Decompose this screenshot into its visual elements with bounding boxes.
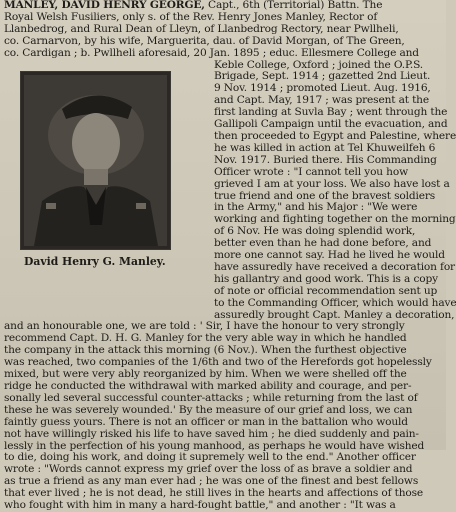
text-line: recommend Capt. D. H. G. Manley for the very able way in which he handled: [4, 332, 407, 345]
photo-caption: David Henry G. Manley.: [24, 255, 166, 268]
text-line: Keble College, Oxford ; joined the O.P.S.: [214, 58, 424, 71]
text-line: first landing at Suvla Bay ; went through the: [214, 106, 448, 119]
text-line: mixed, but were very ably reorganized by him. When we were shelled off the: [4, 368, 407, 381]
text-line: the company in the attack this morning (6 Nov.). When the furthest objective: [4, 344, 407, 357]
text-line: to the Commanding Officer, which would have: [214, 296, 456, 309]
text-line: as true a friend as any man ever had ; he was one of the finest and best fellows: [4, 475, 419, 488]
text-line: Brigade, Sept. 1914 ; gazetted 2nd Lieut.: [214, 70, 431, 83]
text-line: was reached, two companies of the 1/6th and two of the Herefords got hopelessly: [4, 356, 432, 369]
text-line: assuredly brought Capt. Manley a decoration,: [214, 308, 455, 321]
text-line: Nov. 1917. Buried there. His Commanding: [214, 153, 437, 166]
text-line: more one cannot say. Had he lived he would: [214, 249, 445, 262]
text-line: of note or official recommendation sent up: [214, 284, 438, 297]
text-line: Gallipoli Campaign until the evacuation, and: [214, 118, 448, 131]
text-line: not have willingly risked his life to have saved him ; he died suddenly and pain-: [4, 427, 419, 440]
text-line: grieved I am at your loss. We also have lost a: [214, 177, 450, 190]
text-line: he was killed in action at Tel Khuweilfeh 6: [214, 141, 436, 154]
text-line: working and fighting together on the morning: [214, 213, 456, 226]
text-line: in the Army," and his Major : "We were: [214, 201, 418, 214]
text-line: Royal Welsh Fusiliers, only s. of the Rev. Henry Jones Manley, Rector of: [4, 10, 378, 23]
text-line: who fought with him in many a hard-fought battle," and another : "It was a: [4, 499, 396, 512]
text-line: have assuredly have received a decoration for: [214, 260, 455, 273]
text-line: Officer wrote : "I cannot tell you how: [214, 165, 409, 178]
text-line: true friend and one of the bravest soldiers: [214, 189, 436, 202]
text-line: and Capt. May, 1917 ; was present at the: [214, 94, 429, 107]
text-line: co. Carnarvon, by his wife, Marguerita, dau. of David Morgan, of The Green,: [4, 34, 405, 47]
text-line: co. Cardigan ; b. Pwllheli aforesaid, 20 Jan. 1895 ; educ. Ellesmere College and: [4, 46, 419, 59]
entry-heading: MANLEY, DAVID HENRY GEORGE,: [4, 0, 205, 11]
text-line: wrote : "Words cannot express my grief over the loss of as brave a soldier and: [4, 463, 413, 476]
text-line: 9 Nov. 1914 ; promoted Lieut. Aug. 1916,: [214, 82, 431, 95]
header-rest: Capt., 6th (Territorial) Battn. The: [204, 0, 383, 11]
text-line: of 6 Nov. He was doing splendid work,: [214, 225, 416, 238]
text-line: these he was severely wounded.' By the measure of our grief and loss, we can: [4, 403, 413, 416]
text-line: to die, doing his work, and doing it supremely well to the end." Another officer: [4, 451, 416, 464]
text-line: ridge he conducted the withdrawal with marked ability and courage, and per-: [4, 380, 412, 392]
body-text: [4, 0, 456, 512]
text-line: and an honourable one, we are told : ' Sir, I have the honour to very strongly: [4, 320, 405, 333]
text-line: his gallantry and good work. This is a copy: [214, 272, 438, 285]
text-line: faintly guess yours. There is not an officer or man in the battalion who would: [4, 415, 408, 428]
text-line: Llanbedrog, and Rural Dean of Lleyn, of Llanbedrog Rectory, near Pwllheli,: [4, 22, 399, 35]
text-line: that ever lived ; he is not dead, he still lives in the hearts and affections of those: [4, 487, 424, 500]
text-line: sonally led several successful counter-attacks ; while returning from the last of: [4, 391, 418, 404]
text-line: then proceeded to Egypt and Palestine, where: [214, 129, 456, 142]
text-line: better even than he had done before, and: [214, 237, 432, 250]
text-line: lessly in the perfection of his young manhood, as perhaps he would have wished: [4, 439, 425, 452]
